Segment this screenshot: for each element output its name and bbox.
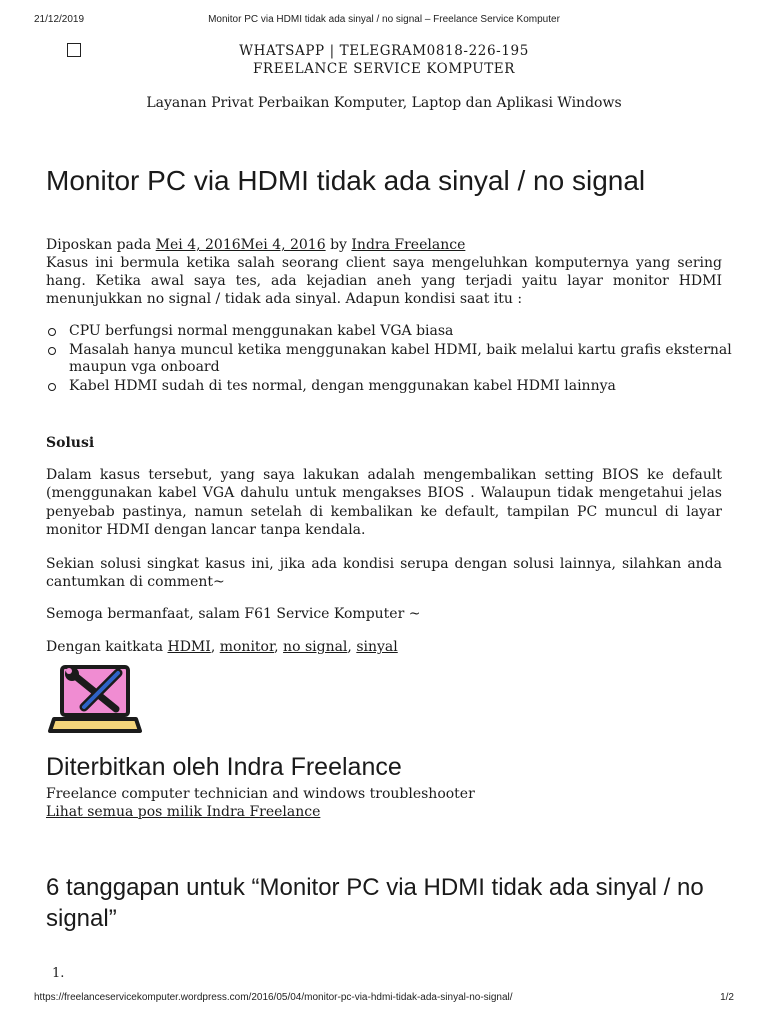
tag-separator: , xyxy=(347,639,357,655)
intro-text: Kasus ini bermula ketika salah seorang client saya mengeluhkan komputernya yang sering hang. Ketika awal saya tes, ada kejadian aneh yang terjadi yaitu layar monitor HDMI menunjukkan no signal / tidak ada sinyal. Adapun kondisi saat itu : xyxy=(46,255,722,307)
author-avatar xyxy=(48,661,142,737)
print-doc-title: Monitor PC via HDMI tidak ada sinyal / no signal – Freelance Service Komputer xyxy=(208,14,560,25)
comment-list-item: 1. xyxy=(52,966,65,981)
condition-list xyxy=(46,323,745,397)
tag-link-no-signal[interactable]: no signal xyxy=(283,639,348,655)
post-title: Monitor PC via HDMI tidak ada sinyal / no signal xyxy=(46,165,646,196)
list-item: Kabel HDMI sudah di tes normal, dengan menggunakan kabel HDMI lainnya xyxy=(69,378,745,395)
site-description: Layanan Privat Perbaikan Komputer, Laptop dan Aplikasi Windows xyxy=(146,95,622,111)
tags-prefix: Dengan kaitkata xyxy=(46,639,168,655)
tag-separator: , xyxy=(210,639,220,655)
tag-link-sinyal[interactable]: sinyal xyxy=(356,639,398,655)
all-posts-link[interactable]: Lihat semua pos milik Indra Freelance xyxy=(46,804,321,820)
tag-line xyxy=(46,638,722,656)
closing-paragraph: Sekian solusi singkat kasus ini, jika ada kondisi serupa dengan solusi lainnya, silahkan anda cantumkan di comment~ xyxy=(46,556,722,591)
print-page-number: 1/2 xyxy=(720,992,734,1003)
print-header xyxy=(0,14,768,30)
site-header xyxy=(0,42,768,78)
list-item: CPU berfungsi normal menggunakan kabel VGA biasa xyxy=(69,323,745,340)
post-meta-and-intro xyxy=(46,236,722,308)
greeting-paragraph: Semoga bermanfaat, salam F61 Service Komputer ~ xyxy=(46,606,421,622)
solusi-heading: Solusi xyxy=(46,435,95,451)
solution-paragraph: Dalam kasus tersebut, yang saya lakukan adalah mengembalikan setting BIOS ke default (menggunakan kabel VGA dahulu untuk mengakses BIOS . Walaupun tidak mengetahui jelas penyebab pastinya, namun setelah di kembalikan ke default, tampilan PC muncul di layar monitor HDMI dengan lancar tanpa kendala. xyxy=(46,467,722,538)
comments-title: 6 tanggapan untuk “Monitor PC via HDMI tidak ada sinyal / no signal” xyxy=(46,874,704,932)
site-title[interactable]: FREELANCE SERVICE KOMPUTER xyxy=(252,61,516,77)
laptop-tools-icon xyxy=(50,667,140,731)
print-footer xyxy=(0,992,768,1008)
author-bio-block xyxy=(46,785,722,821)
tag-separator: , xyxy=(274,639,284,655)
tag-link-hdmi[interactable]: HDMI xyxy=(167,639,211,655)
author-link[interactable]: Indra Freelance xyxy=(351,237,466,253)
author-heading: Diterbitkan oleh Indra Freelance xyxy=(46,753,402,781)
tag-link-monitor[interactable]: monitor xyxy=(219,639,275,655)
print-date: 21/12/2019 xyxy=(34,14,85,25)
author-bio: Freelance computer technician and windows troubleshooter xyxy=(46,786,475,802)
print-url: https://freelanceservicekomputer.wordpress.com/2016/05/04/monitor-pc-via-hdmi-tidak-ada-sinyal-no-signal/ xyxy=(34,992,513,1003)
list-item: Masalah hanya muncul ketika menggunakan kabel HDMI, baik melalui kartu grafis eksternal maupun vga onboard xyxy=(69,342,745,376)
post-date-link[interactable]: Mei 4, 2016Mei 4, 2016 xyxy=(155,237,326,253)
posted-prefix: Diposkan pada xyxy=(46,237,156,253)
site-contact[interactable]: WHATSAPP | TELEGRAM0818-226-195 xyxy=(239,43,529,59)
by-text: by xyxy=(325,237,352,253)
